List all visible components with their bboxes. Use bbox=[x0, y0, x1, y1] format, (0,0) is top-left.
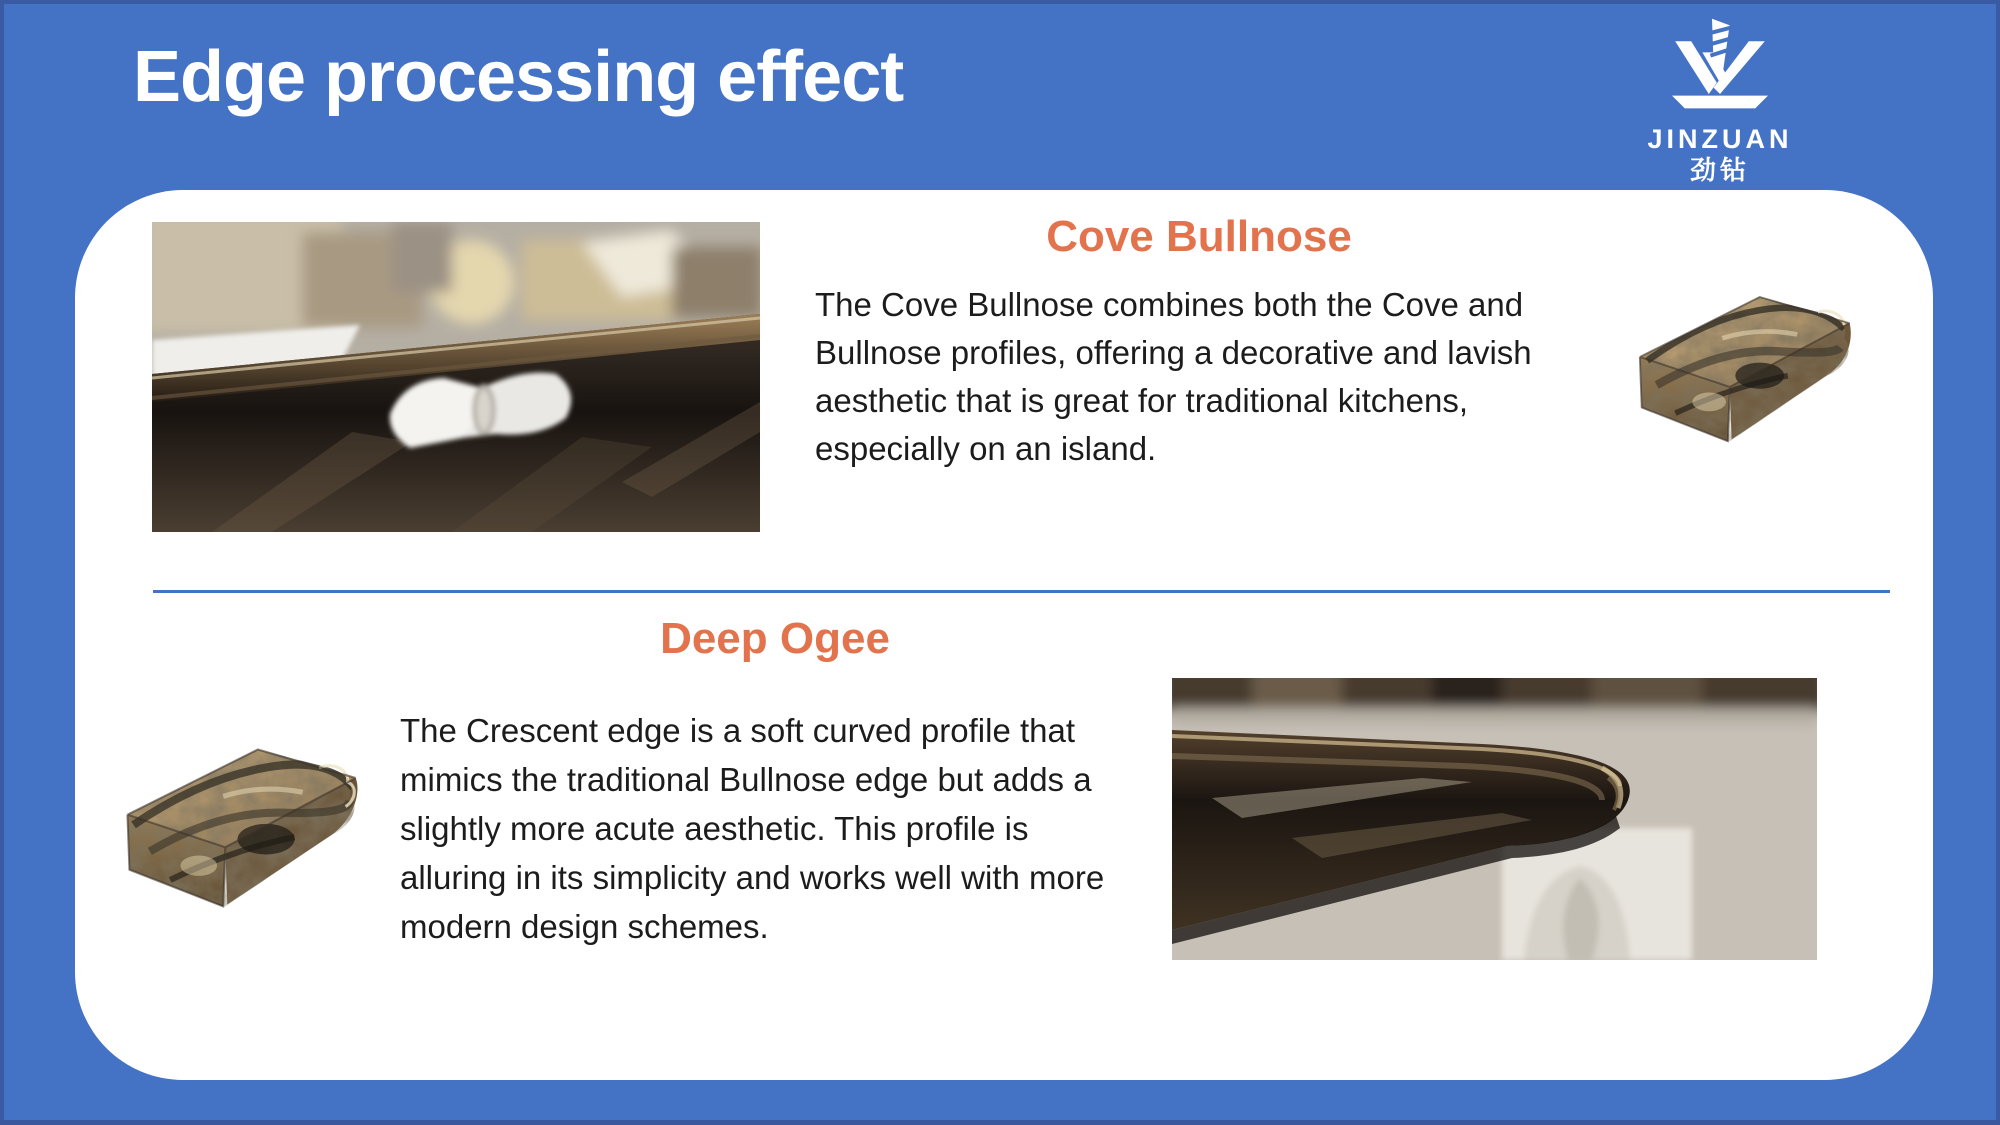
deep-ogee-description: The Crescent edge is a soft curved profile that mimics the traditional Bullnose edge but adds a slightly more acute aesthetic. This profile is alluring in its simplicity and works well with more modern design schemes. bbox=[400, 712, 1105, 945]
cove-bullnose-sample-image bbox=[1615, 282, 1867, 460]
logo-brand-text: JINZUAN bbox=[1647, 124, 1793, 154]
deep-ogee-text-column bbox=[400, 706, 1122, 951]
bottom-border-strip bbox=[0, 1120, 2000, 1125]
page-title: Edge processing effect bbox=[133, 37, 904, 117]
jinzuan-logo-icon bbox=[1664, 16, 1776, 124]
deep-ogee-sample-image bbox=[105, 730, 370, 930]
deep-ogee-heading-wrap bbox=[395, 614, 1155, 665]
cove-bullnose-description: The Cove Bullnose combines both the Cove and Bullnose profiles, offering a decorative and lavish aesthetic that is great for traditional kitchens, especially on an island. bbox=[815, 285, 1532, 467]
cove-bullnose-heading: Cove Bullnose bbox=[1046, 212, 1352, 261]
deep-ogee-countertop-photo bbox=[1172, 678, 1817, 960]
cove-bullnose-text-column bbox=[815, 212, 1583, 473]
deep-ogee-heading: Deep Ogee bbox=[660, 614, 890, 663]
content-card bbox=[75, 190, 1933, 1080]
logo-brand-chinese-text: 劲钻 bbox=[1689, 155, 1750, 185]
section-divider bbox=[153, 590, 1890, 593]
cove-bullnose-countertop-photo bbox=[152, 222, 760, 532]
jinzuan-logo bbox=[1630, 16, 1810, 183]
